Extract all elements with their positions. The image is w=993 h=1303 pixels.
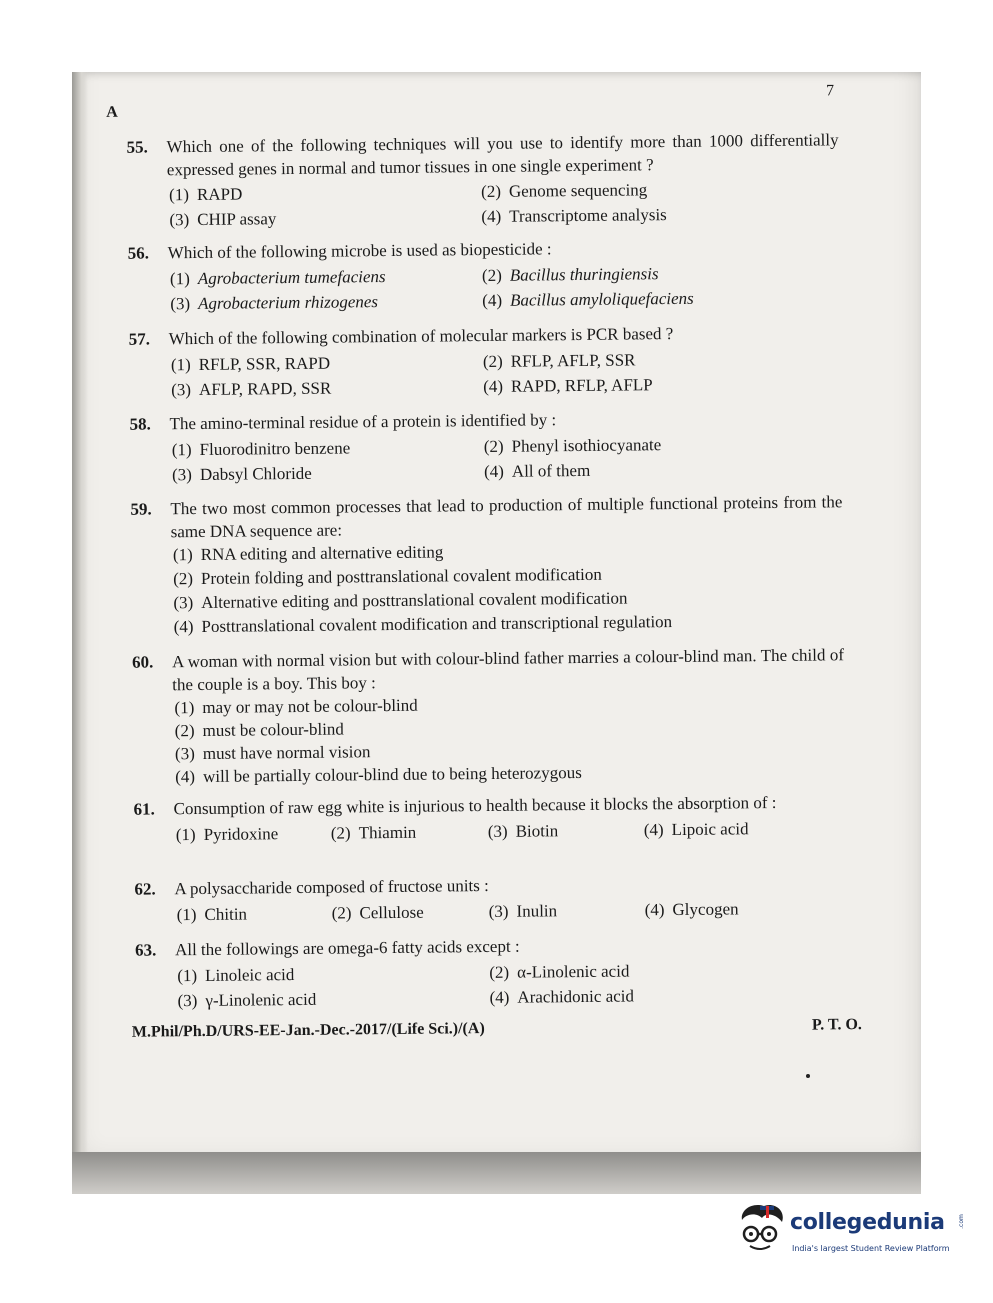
question-63 bbox=[134, 931, 847, 1011]
option-4: (4) Glycogen bbox=[644, 899, 739, 920]
question-text: A woman with normal vision but with colour-blind father marries a colour-blind man. The child of the couple is a boy. This boy : bbox=[171, 645, 845, 695]
option-3: (3) AFLP, RAPD, SSR bbox=[171, 378, 332, 400]
option-1: (1) Agrobacterium tumefaciens bbox=[169, 267, 386, 289]
option-3: (3) Inulin bbox=[488, 901, 558, 921]
option-3: (3) γ-Linolenic acid bbox=[177, 989, 317, 1011]
option-1: (1) Linoleic acid bbox=[177, 965, 295, 986]
option-4: (4) All of them bbox=[483, 460, 591, 481]
option-4: (4) Bacillus amyloliquefaciens bbox=[482, 288, 694, 311]
question-number: 60. bbox=[131, 652, 154, 672]
question-number: 61. bbox=[133, 799, 155, 819]
page-number: 7 bbox=[825, 82, 835, 100]
question-58 bbox=[129, 405, 841, 485]
question-number: 55. bbox=[126, 137, 148, 157]
option-2: (2) must be colour-blind bbox=[174, 719, 344, 741]
question-62 bbox=[134, 870, 846, 925]
option-2: (2) α-Linolenic acid bbox=[489, 961, 630, 982]
option-1: (1) Fluorodinitro benzene bbox=[171, 438, 351, 460]
question-59 bbox=[130, 490, 843, 637]
question-57 bbox=[128, 320, 841, 400]
option-4: (4) Transcriptome analysis bbox=[481, 205, 667, 227]
question-number: 62. bbox=[134, 879, 156, 899]
brand-name: collegedunia bbox=[790, 1210, 945, 1235]
scan-speck bbox=[806, 1074, 810, 1078]
question-text: The two most common processes that lead to production of multiple functional proteins from the same DNA sequence are: bbox=[170, 492, 843, 542]
option-2: (2) Genome sequencing bbox=[481, 180, 648, 202]
scan-bottom-edge bbox=[72, 1152, 921, 1194]
question-60 bbox=[131, 643, 845, 787]
question-number: 59. bbox=[130, 499, 152, 519]
question-text: Which of the following microbe is used as biopesticide : bbox=[167, 239, 552, 263]
brand-tagline: India's largest Student Review Platform bbox=[792, 1244, 950, 1253]
option-2: (2) Cellulose bbox=[331, 902, 424, 923]
question-text: Consumption of raw egg white is injurious to health because it blocks the absorption of : bbox=[173, 792, 777, 819]
option-3: (3) Alternative editing and posttranslational covalent modification bbox=[173, 588, 628, 613]
set-letter: A bbox=[106, 103, 118, 121]
brand-suffix: .com bbox=[957, 1214, 965, 1229]
option-3: (3) Agrobacterium rhizogenes bbox=[170, 292, 379, 314]
question-61 bbox=[133, 790, 845, 845]
question-text: Which one of the following techniques will you use to identify more than 1000 differentially expressed genes in normal and tumor tissues in one single experiment ? bbox=[166, 130, 839, 180]
option-3: (3) must have normal vision bbox=[174, 742, 371, 764]
question-text: A polysaccharide composed of fructose units : bbox=[174, 875, 489, 899]
option-1: (1) RAPD bbox=[169, 184, 243, 205]
option-2: (2) RFLP, AFLP, SSR bbox=[482, 350, 636, 372]
option-3: (3) Dabsyl Chloride bbox=[171, 463, 312, 485]
question-number: 57. bbox=[128, 329, 150, 349]
question-number: 63. bbox=[134, 940, 157, 960]
question-number: 56. bbox=[127, 243, 150, 263]
scan-binding-shadow bbox=[72, 72, 88, 1194]
option-2: (2) Bacillus thuringiensis bbox=[481, 264, 659, 286]
page-footer bbox=[131, 1016, 862, 1041]
paper-code: M.Phil/Ph.D/URS-EE-Jan.-Dec.-2017/(Life Sci.)/(A) bbox=[131, 1020, 485, 1041]
question-text: All the followings are omega-6 fatty acids except : bbox=[174, 936, 520, 960]
exam-page bbox=[100, 80, 870, 1058]
question-55 bbox=[126, 128, 839, 230]
option-4: (4) RAPD, RFLP, AFLP bbox=[483, 375, 653, 397]
question-text: Which of the following combination of molecular markers is PCR based ? bbox=[168, 324, 674, 349]
option-3: (3) CHIP assay bbox=[169, 209, 277, 230]
option-1: (1) Pyridoxine bbox=[175, 824, 279, 845]
option-2: (2) Phenyl isothiocyanate bbox=[483, 435, 662, 457]
question-text: The amino-terminal residue of a protein is identified by : bbox=[169, 410, 557, 434]
question-number: 58. bbox=[129, 414, 151, 434]
question-56 bbox=[127, 234, 840, 314]
option-1: (1) RNA editing and alternative editing bbox=[172, 542, 444, 565]
option-3: (3) Biotin bbox=[487, 821, 559, 841]
option-1: (1) RFLP, SSR, RAPD bbox=[170, 353, 331, 375]
option-4: (4) Arachidonic acid bbox=[489, 986, 635, 1007]
collegedunia-logo bbox=[736, 1200, 966, 1260]
option-4: (4) Lipoic acid bbox=[643, 819, 749, 840]
graduate-mascot-icon bbox=[736, 1200, 790, 1256]
please-turn-over: P. T. O. bbox=[811, 1016, 862, 1034]
option-1: (1) may or may not be colour-blind bbox=[174, 695, 418, 718]
option-2: (2) Thiamin bbox=[330, 822, 417, 843]
option-4: (4) Posttranslational covalent modification and transcriptional regulation bbox=[173, 612, 673, 637]
option-2: (2) Protein folding and posttranslational covalent modification bbox=[173, 564, 602, 589]
option-1: (1) Chitin bbox=[176, 904, 248, 925]
option-4: (4) will be partially colour-blind due to being heterozygous bbox=[175, 762, 582, 787]
